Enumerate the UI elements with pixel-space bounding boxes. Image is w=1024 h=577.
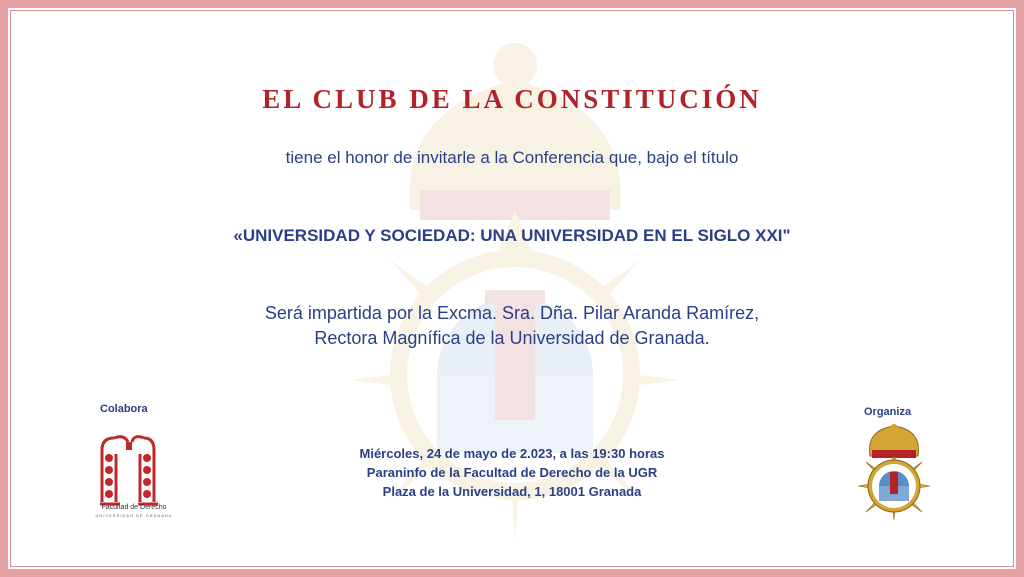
conference-title: «UNIVERSIDAD Y SOCIEDAD: UNA UNIVERSIDAD EN EL SIGLO XXI": [233, 226, 791, 245]
invitation-intro: tiene el honor de invitarle a la Conferencia que, bajo el título: [285, 148, 739, 167]
event-venue: Paraninfo de la Facultad de Derecho de la UGR: [366, 465, 658, 480]
club-title: EL CLUB DE LA CONSTITUCIÓN: [262, 84, 762, 114]
speaker-line-1: Será impartida por la Excma. Sra. Dña. Pilar Aranda Ramírez,: [264, 303, 760, 323]
facultad-derecho-logo-icon: [96, 428, 168, 512]
event-address: Plaza de la Universidad, 1, 18001 Granada: [382, 484, 642, 499]
event-date: Miércoles, 24 de mayo de 2.023, a las 19:30 horas: [359, 446, 665, 461]
club-emblem-icon: [856, 422, 932, 520]
facultad-subcaption: UNIVERSIDAD DE GRANADA: [95, 513, 173, 518]
colabora-label: Colabora: [100, 403, 148, 415]
facultad-caption: Facultad de Derecho: [101, 504, 167, 511]
speaker-line-2: Rectora Magnífica de la Universidad de Granada.: [314, 328, 710, 348]
organiza-label: Organiza: [864, 406, 912, 418]
